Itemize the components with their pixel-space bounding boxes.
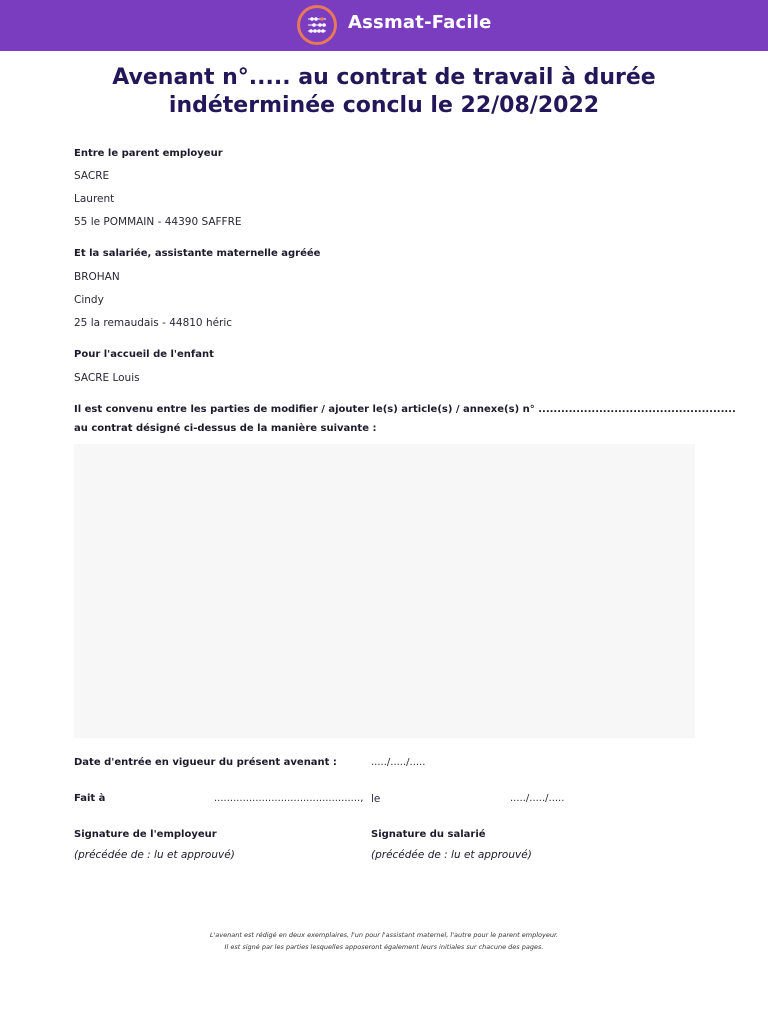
- abacus-icon: [300, 8, 334, 42]
- employee-first-name: Cindy: [74, 294, 104, 306]
- employee-signature-note: (précédée de : lu et approuvé): [371, 849, 532, 861]
- effective-date-value[interactable]: ...../...../.....: [371, 757, 426, 768]
- employer-heading: Entre le parent employeur: [74, 148, 223, 159]
- child-name: SACRE Louis: [74, 372, 140, 384]
- child-heading: Pour l'accueil de l'enfant: [74, 349, 214, 360]
- document-title: [0, 64, 768, 120]
- effective-date-label: Date d'entrée en vigueur du présent avenant :: [74, 757, 337, 768]
- employee-last-name: BROHAN: [74, 271, 120, 283]
- title-line-2: indéterminée conclu le 22/08/2022: [168, 93, 600, 118]
- employer-address: 55 le POMMAIN - 44390 SAFFRE: [74, 216, 242, 228]
- done-on-label: le: [371, 793, 381, 805]
- employee-heading: Et la salariée, assistante maternelle agréée: [74, 248, 321, 259]
- employer-last-name: SACRE: [74, 170, 110, 182]
- employer-first-name: Laurent: [74, 193, 115, 205]
- employee-address: 25 la remaudais - 44810 héric: [74, 317, 233, 329]
- logo: [297, 5, 337, 45]
- amendment-content-box[interactable]: [74, 444, 695, 738]
- header-bar: [0, 0, 768, 51]
- title-line-1: Avenant n°..... au contrat de travail à durée: [112, 65, 656, 90]
- done-at-place[interactable]: ..............................................,: [214, 793, 364, 804]
- employee-signature-label: Signature du salarié: [371, 829, 486, 840]
- brand-name[interactable]: Assmat-Facile: [348, 12, 492, 33]
- employer-signature-note: (précédée de : lu et approuvé): [74, 849, 235, 861]
- footer-note-1: L'avenant est rédigé en deux exemplaires, l'un pour l'assistant maternel, l'autre pour le parent employeur.: [209, 931, 559, 939]
- employer-signature-label: Signature de l'employeur: [74, 829, 217, 840]
- done-on-date[interactable]: ...../...../.....: [510, 793, 565, 804]
- footer-note-2: Il est signé par les parties lesquelles apposeront également leurs initiales sur chacune des pages.: [224, 943, 544, 951]
- agreement-line-2: au contrat désigné ci-dessus de la manière suivante :: [74, 423, 377, 434]
- agreement-line-1: Il est convenu entre les parties de modifier / ajouter le(s) article(s) / annexe(s) n° ....................................................: [74, 404, 736, 415]
- done-at-label: Fait à: [74, 793, 106, 804]
